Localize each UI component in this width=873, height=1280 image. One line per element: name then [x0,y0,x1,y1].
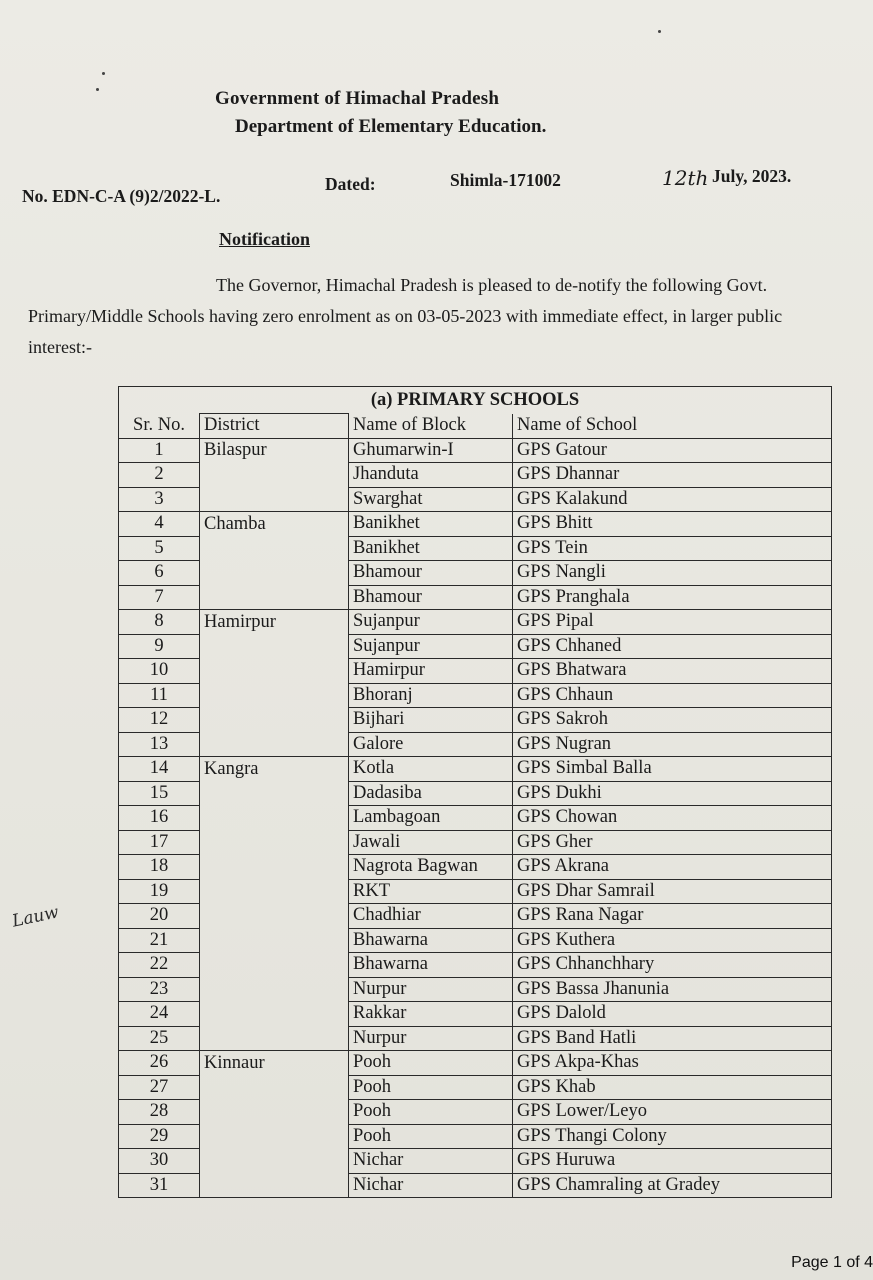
cell-district: Hamirpur [200,610,349,635]
cell-sr-no: 16 [119,806,200,831]
cell-school: GPS Kuthera [513,928,832,953]
cell-school: GPS Simbal Balla [513,757,832,782]
scan-speck [658,30,661,33]
cell-district [200,634,349,659]
cell-district: Kangra [200,757,349,782]
cell-school: GPS Kalakund [513,487,832,512]
cell-district [200,1124,349,1149]
cell-sr-no: 21 [119,928,200,953]
cell-district [200,1002,349,1027]
cell-district [200,977,349,1002]
cell-school: GPS Bhitt [513,512,832,537]
cell-sr-no: 9 [119,634,200,659]
table-row [119,536,832,561]
table-row [119,610,832,635]
dated-label: Dated: [325,174,376,194]
table-row [119,512,832,537]
cell-sr-no: 20 [119,904,200,929]
notification-title: Notification [219,229,310,249]
cell-sr-no: 10 [119,659,200,684]
cell-sr-no: 7 [119,585,200,610]
cell-sr-no: 11 [119,683,200,708]
cell-sr-no: 30 [119,1149,200,1174]
cell-sr-no: 28 [119,1100,200,1125]
table-row [119,1051,832,1076]
cell-sr-no: 1 [119,438,200,463]
cell-sr-no: 12 [119,708,200,733]
table-row [119,830,832,855]
cell-sr-no: 15 [119,781,200,806]
cell-school: GPS Akpa-Khas [513,1051,832,1076]
cell-block: Bhawarna [349,953,513,978]
table-row [119,781,832,806]
cell-district [200,487,349,512]
cell-school: GPS Chhanchhary [513,953,832,978]
cell-school: GPS Bassa Jhanunia [513,977,832,1002]
cell-district [200,585,349,610]
table-row [119,683,832,708]
cell-district [200,1100,349,1125]
table-row [119,732,832,757]
cell-district [200,1149,349,1174]
cell-block: Sujanpur [349,634,513,659]
cell-block: Pooh [349,1051,513,1076]
table-row [119,953,832,978]
header-government: Government of Himachal Pradesh [215,88,500,109]
cell-block: Lambagoan [349,806,513,831]
cell-sr-no: 13 [119,732,200,757]
cell-district [200,904,349,929]
cell-sr-no: 18 [119,855,200,880]
cell-district [200,855,349,880]
cell-district: Kinnaur [200,1051,349,1076]
cell-district: Bilaspur [200,438,349,463]
cell-school: GPS Dalold [513,1002,832,1027]
cell-district [200,1173,349,1198]
table-title-row [119,387,832,414]
table-row [119,879,832,904]
cell-sr-no: 26 [119,1051,200,1076]
header-department: Department of Elementary Education. [235,116,547,137]
cell-school: GPS Pipal [513,610,832,635]
cell-school: GPS Chhaun [513,683,832,708]
page-number: Page 1 of 4 [791,1254,873,1271]
cell-sr-no: 17 [119,830,200,855]
table-row [119,438,832,463]
cell-sr-no: 2 [119,463,200,488]
table-row [119,585,832,610]
cell-block: Hamirpur [349,659,513,684]
cell-sr-no: 27 [119,1075,200,1100]
table-row [119,463,832,488]
reference-place: Shimla-171002 [450,170,561,190]
cell-school: GPS Dukhi [513,781,832,806]
cell-sr-no: 22 [119,953,200,978]
cell-block: Bijhari [349,708,513,733]
cell-school: GPS Tein [513,536,832,561]
cell-sr-no: 4 [119,512,200,537]
table-row [119,708,832,733]
reference-line [22,166,842,206]
cell-school: GPS Sakroh [513,708,832,733]
table-row [119,1124,832,1149]
column-header-school: Name of School [513,414,832,439]
cell-district [200,928,349,953]
cell-sr-no: 5 [119,536,200,561]
reference-number: No. EDN-C-A (9)2/2022-L. [22,186,221,206]
cell-block: Bhamour [349,561,513,586]
table-row [119,757,832,782]
table-row [119,1002,832,1027]
cell-block: Galore [349,732,513,757]
cell-district [200,708,349,733]
notification-body-text: The Governor, Himachal Pradesh is pleased to de-notify the following Govt. Primary/Middle Schools having zero enrolment as on 03-05-2023 with immediate effect, in larger public interest:- [28,275,783,357]
cell-sr-no: 6 [119,561,200,586]
table-row [119,1100,832,1125]
column-header-sr-no: Sr. No. [119,414,200,439]
cell-school: GPS Lower/Leyo [513,1100,832,1125]
cell-block: Dadasiba [349,781,513,806]
cell-district [200,781,349,806]
cell-sr-no: 8 [119,610,200,635]
cell-sr-no: 19 [119,879,200,904]
cell-block: Swarghat [349,487,513,512]
cell-block: Nurpur [349,1026,513,1051]
table-row [119,1026,832,1051]
table-row [119,855,832,880]
column-header-block: Name of Block [349,414,513,439]
cell-district [200,830,349,855]
cell-sr-no: 14 [119,757,200,782]
cell-school: GPS Gher [513,830,832,855]
cell-sr-no: 3 [119,487,200,512]
table-row [119,977,832,1002]
cell-school: GPS Nangli [513,561,832,586]
schools-table-wrapper [118,386,832,1198]
cell-block: Rakkar [349,1002,513,1027]
cell-block: Pooh [349,1124,513,1149]
cell-block: Bhoranj [349,683,513,708]
table-header-row [119,414,832,439]
cell-school: GPS Khab [513,1075,832,1100]
cell-school: GPS Band Hatli [513,1026,832,1051]
cell-school: GPS Dhar Samrail [513,879,832,904]
cell-block: Kotla [349,757,513,782]
table-body [119,438,832,1198]
cell-school: GPS Pranghala [513,585,832,610]
cell-district [200,536,349,561]
cell-school: GPS Dhannar [513,463,832,488]
cell-school: GPS Nugran [513,732,832,757]
cell-district [200,732,349,757]
cell-block: Jhanduta [349,463,513,488]
cell-block: Nagrota Bagwan [349,855,513,880]
cell-district [200,463,349,488]
cell-block: Banikhet [349,512,513,537]
table-row [119,904,832,929]
table-row [119,659,832,684]
table-row [119,1075,832,1100]
cell-block: Pooh [349,1100,513,1125]
cell-school: GPS Chhaned [513,634,832,659]
cell-sr-no: 29 [119,1124,200,1149]
reference-date: July, 2023. [712,166,792,186]
cell-school: GPS Rana Nagar [513,904,832,929]
cell-school: GPS Thangi Colony [513,1124,832,1149]
cell-block: Chadhiar [349,904,513,929]
cell-block: Jawali [349,830,513,855]
table-row [119,928,832,953]
cell-block: RKT [349,879,513,904]
table-row [119,561,832,586]
table-row [119,806,832,831]
scan-speck [102,72,105,75]
table-row [119,487,832,512]
cell-district [200,659,349,684]
cell-district [200,953,349,978]
cell-district: Chamba [200,512,349,537]
column-header-district: District [200,414,349,439]
table-row [119,634,832,659]
cell-school: GPS Akrana [513,855,832,880]
cell-district [200,806,349,831]
cell-district [200,561,349,586]
table-row [119,1149,832,1174]
cell-block: Sujanpur [349,610,513,635]
cell-school: GPS Huruwa [513,1149,832,1174]
cell-school: GPS Chowan [513,806,832,831]
section-title: (a) PRIMARY SCHOOLS [119,387,832,414]
schools-table [118,386,832,1198]
notification-body [28,270,828,363]
cell-school: GPS Gatour [513,438,832,463]
scan-speck [96,88,99,91]
cell-district [200,1026,349,1051]
cell-district [200,1075,349,1100]
cell-block: Bhamour [349,585,513,610]
cell-district [200,879,349,904]
cell-block: Ghumarwin-I [349,438,513,463]
cell-block: Nurpur [349,977,513,1002]
cell-district [200,683,349,708]
cell-block: Banikhet [349,536,513,561]
cell-block: Nichar [349,1149,513,1174]
cell-sr-no: 25 [119,1026,200,1051]
cell-sr-no: 31 [119,1173,200,1198]
cell-block: Nichar [349,1173,513,1198]
cell-sr-no: 23 [119,977,200,1002]
cell-block: Pooh [349,1075,513,1100]
cell-school: GPS Bhatwara [513,659,832,684]
handwritten-initials: Lauw [10,902,61,932]
cell-school: GPS Chamraling at Gradey [513,1173,832,1198]
cell-sr-no: 24 [119,1002,200,1027]
handwritten-day: 12th [662,166,709,190]
cell-block: Bhawarna [349,928,513,953]
table-row [119,1173,832,1198]
